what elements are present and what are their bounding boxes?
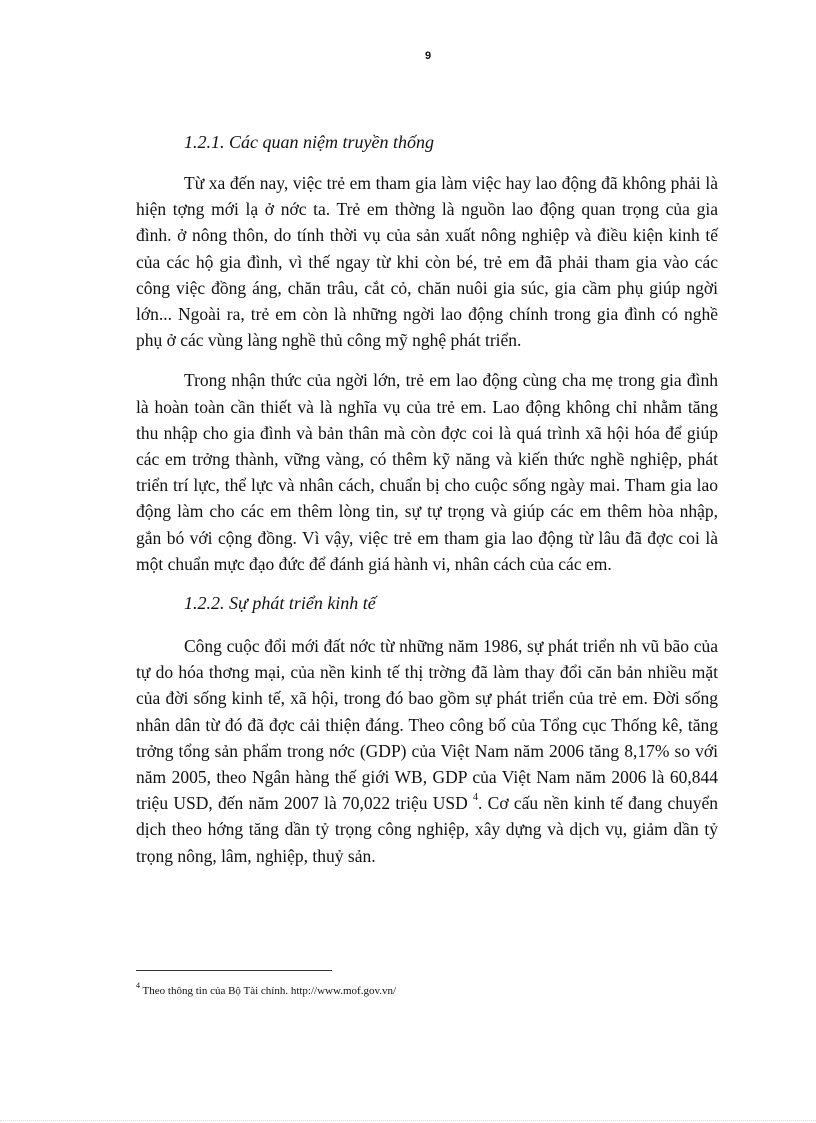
section-heading-traditional-views: 1.2.1. Các quan niệm truyền thống (184, 132, 434, 152)
footnote-text: Theo thông tin của Bộ Tài chính. http://www.mof.gov.vn/ (140, 985, 397, 997)
page-edge-divider (0, 1120, 816, 1121)
footnote-reference: 4 (473, 792, 479, 804)
footnote-marker: 4 (136, 981, 140, 991)
paragraph-child-labor-history: Từ xa đến nay, việc trẻ em tham gia làm việc hay lao động đã không phải là hiện tợng mới lạ ở nớc ta. Trẻ em thờng là nguồn lao động quan trọng của gia đình. ở nông thôn, do tính thời vụ của sản xuất nông nghiệp và điều kiện kinh tế của các hộ gia đình, vì thế ngay từ khi còn bé, trẻ em đã phải tham gia vào các công việc đồng áng, chăn trâu, cắt cỏ, chăn nuôi gia súc, gia cầm phụ giúp ngời lớn... Ngoài ra, trẻ em còn là những ngời lao động chính trong gia đình có nghề phụ ở các vùng làng nghề thủ công mỹ nghệ phát triển. (136, 173, 718, 351)
page-number: 9 (424, 50, 432, 62)
section-heading-economic-development: 1.2.2. Sự phát triển kinh tế (184, 593, 376, 614)
footnote-separator (136, 970, 332, 971)
footnote (136, 981, 718, 998)
paragraph-economic-reform (136, 633, 718, 869)
paragraph-economic-reform-text: Công cuộc đổi mới đất nớc từ những năm 1986, sự phát triển nh vũ bão của tự do hóa thơng mại, của nền kinh tế thị trờng đã làm thay đổi căn bản nhiều mặt của đời sống kinh tế, xã hội, trong đó bao gồm sự phát triển của trẻ em. Đời sống nhân dân từ đó đã đợc cải thiện đáng. Theo công bố của Tổng cục Thống kê, tăng trởng tổng sản phẩm trong nớc (GDP) của Việt Nam năm 2006 tăng 8,17% so với năm 2005, theo Ngân hàng thế giới WB, GDP của Việt Nam năm 2006 là 60,844 triệu USD, đến năm 2007 là 70,022 triệu USD (136, 636, 718, 814)
paragraph-economic-reform-tail: . Cơ cấu nền kinh tế đang chuyển dịch theo hớng tăng dần tỷ trọng công nghiệp, xây dựng và dịch vụ, giảm dần tỷ trọng nông, lâm, nghiệp, thuỷ sản. (136, 793, 718, 866)
paragraph-adult-perception: Trong nhận thức của ngời lớn, trẻ em lao động cùng cha mẹ trong gia đình là hoàn toàn cần thiết và là nghĩa vụ của trẻ em. Lao động không chỉ nhằm tăng thu nhập cho gia đình và bản thân mà còn đợc coi là quá trình xã hội hóa để giúp các em trởng thành, vững vàng, có thêm kỹ năng và kiến thức nghề nghiệp, phát triển trí lực, thể lực và nhân cách, chuẩn bị cho cuộc sống ngày mai. Tham gia lao động làm cho các em thêm lòng tin, sự tự trọng và giúp các em thêm hòa nhập, gắn bó với cộng đồng. Vì vậy, việc trẻ em tham gia lao động từ lâu đã đợc coi là một chuẩn mực đạo đức để đánh giá hành vi, nhân cách của các em. (136, 370, 718, 574)
document-body (136, 128, 718, 869)
